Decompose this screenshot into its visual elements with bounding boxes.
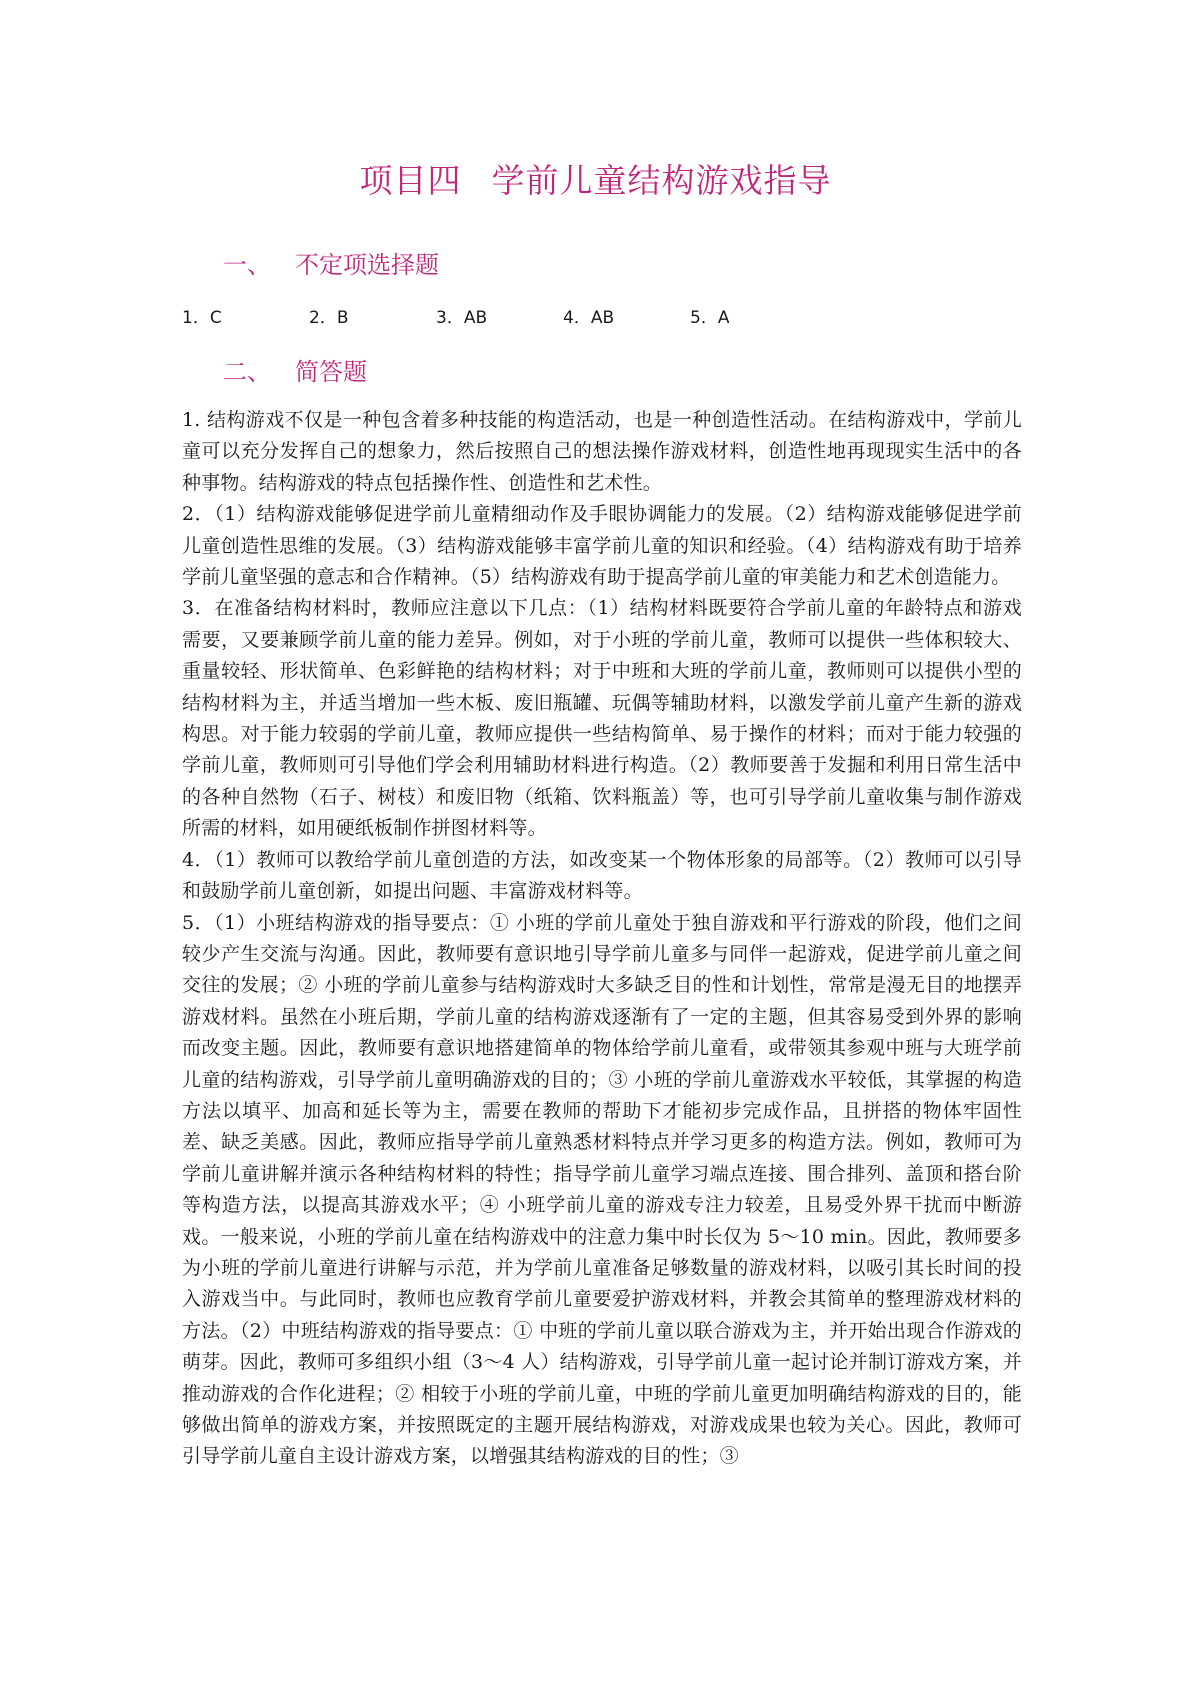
answer-key-row (182, 303, 817, 328)
page-title (0, 155, 1191, 202)
section-heading-multiple-choice (223, 245, 439, 280)
answer-item: 3．AB (436, 308, 488, 328)
answer-paragraph-1: 1. 结构游戏不仅是一种包含着多种技能的构造活动，也是一种创造性活动。在结构游戏中，学前儿童可以充分发挥自己的想象力，然后按照自己的想法操作游戏材料，创造性地再现现实生活中的各种事物。结构游戏的特点包括操作性、创造性和艺术性。 (182, 409, 1022, 494)
title-project-name: 学前儿童结构游戏指导 (491, 161, 832, 200)
answer-item: 4．AB (563, 308, 615, 328)
short-answer-body (182, 405, 1022, 1473)
answer-paragraph-3: 3．在准备结构材料时，教师应注意以下几点：（1）结构材料既要符合学前儿童的年龄特点和游戏需要，又要兼顾学前儿童的能力差异。例如，对于小班的学前儿童，教师可以提供一些体积较大、重量较轻、形状简单、色彩鲜艳的结构材料；对于中班和大班的学前儿童，教师则可以提供小型的结构材料为主，并适当增加一些木板、废旧瓶罐、玩偶等辅助材料，以激发学前儿童产生新的游戏构思。对于能力较弱的学前儿童，教师应提供一些结构简单、易于操作的材料；而对于能力较强的学前儿童，教师则可引导他们学会利用辅助材料进行构造。（2）教师要善于发掘和利用日常生活中的各种自然物（石子、树枝）和废旧物（纸箱、饮料瓶盖）等，也可引导学前儿童收集与制作游戏所需的材料，如用硬纸板制作拼图材料等。 (182, 597, 1022, 840)
title-project-number: 项目四 (359, 161, 462, 200)
answer-item: 1．C (182, 308, 222, 328)
answer-item: 2．B (309, 308, 349, 328)
section-label: 不定项选择题 (295, 251, 439, 279)
section-number: 二、 (223, 358, 271, 386)
section-label: 简答题 (295, 358, 367, 386)
section-number: 一、 (223, 251, 271, 279)
answer-paragraph-2: 2．（1）结构游戏能够促进学前儿童精细动作及手眼协调能力的发展。（2）结构游戏能够促进学前儿童创造性思维的发展。（3）结构游戏能够丰富学前儿童的知识和经验。（4）结构游戏有助于培养学前儿童坚强的意志和合作精神。（5）结构游戏有助于提高学前儿童的审美能力和艺术创造能力。 (182, 503, 1022, 589)
answer-paragraph-5: 5．（1）小班结构游戏的指导要点：① 小班的学前儿童处于独自游戏和平行游戏的阶段，他们之间较少产生交流与沟通。因此，教师要有意识地引导学前儿童多与同伴一起游戏，促进学前儿童之间交往的发展；② 小班的学前儿童参与结构游戏时大多缺乏目的性和计划性，常常是漫无目的地摆弄游戏材料。虽然在小班后期，学前儿童的结构游戏逐渐有了一定的主题，但其容易受到外界的影响而改变主题。因此，教师要有意识地搭建简单的物体给学前儿童看，或带领其参观中班与大班学前儿童的结构游戏，引导学前儿童明确游戏的目的；③ 小班的学前儿童游戏水平较低，其掌握的构造方法以填平、加高和延长等为主，需要在教师的帮助下才能初步完成作品，且拼搭的物体牢固性差、缺乏美感。因此，教师应指导学前儿童熟悉材料特点并学习更多的构造方法。例如，教师可为学前儿童讲解并演示各种结构材料的特性；指导学前儿童学习端点连接、围合排列、盖顶和搭台阶等构造方法，以提高其游戏水平；④ 小班学前儿童的游戏专注力较差，且易受外界干扰而中断游戏。一般来说，小班的学前儿童在结构游戏中的注意力集中时长仅为 5～10 min。因此，教师要多为小班的学前儿童进行讲解与示范，并为学前儿童准备足够数量的游戏材料，以吸引其长时间的投入游戏当中。与此同时，教师也应教育学前儿童要爱护游戏材料，并教会其简单的整理游戏材料的方法。（2）中班结构游戏的指导要点：① 中班的学前儿童以联合游戏为主，并开始出现合作游戏的萌芽。因此，教师可多组织小组（3～4 人）结构游戏，引导学前儿童一起讨论并制订游戏方案，并推动游戏的合作化进程；② 相较于小班的学前儿童，中班的学前儿童更加明确结构游戏的目的，能够做出简单的游戏方案，并按照既定的主题开展结构游戏，对游戏成果也较为关心。因此，教师可引导学前儿童自主设计游戏方案，以增强其结构游戏的目的性；③ (182, 911, 1022, 1468)
section-heading-short-answer (223, 352, 367, 387)
answer-paragraph-4: 4．（1）教师可以教给学前儿童创造的方法，如改变某一个物体形象的局部等。（2）教师可以引导和鼓励学前儿童创新，如提出问题、丰富游戏材料等。 (182, 848, 1022, 903)
answer-item: 5．A (690, 308, 730, 328)
